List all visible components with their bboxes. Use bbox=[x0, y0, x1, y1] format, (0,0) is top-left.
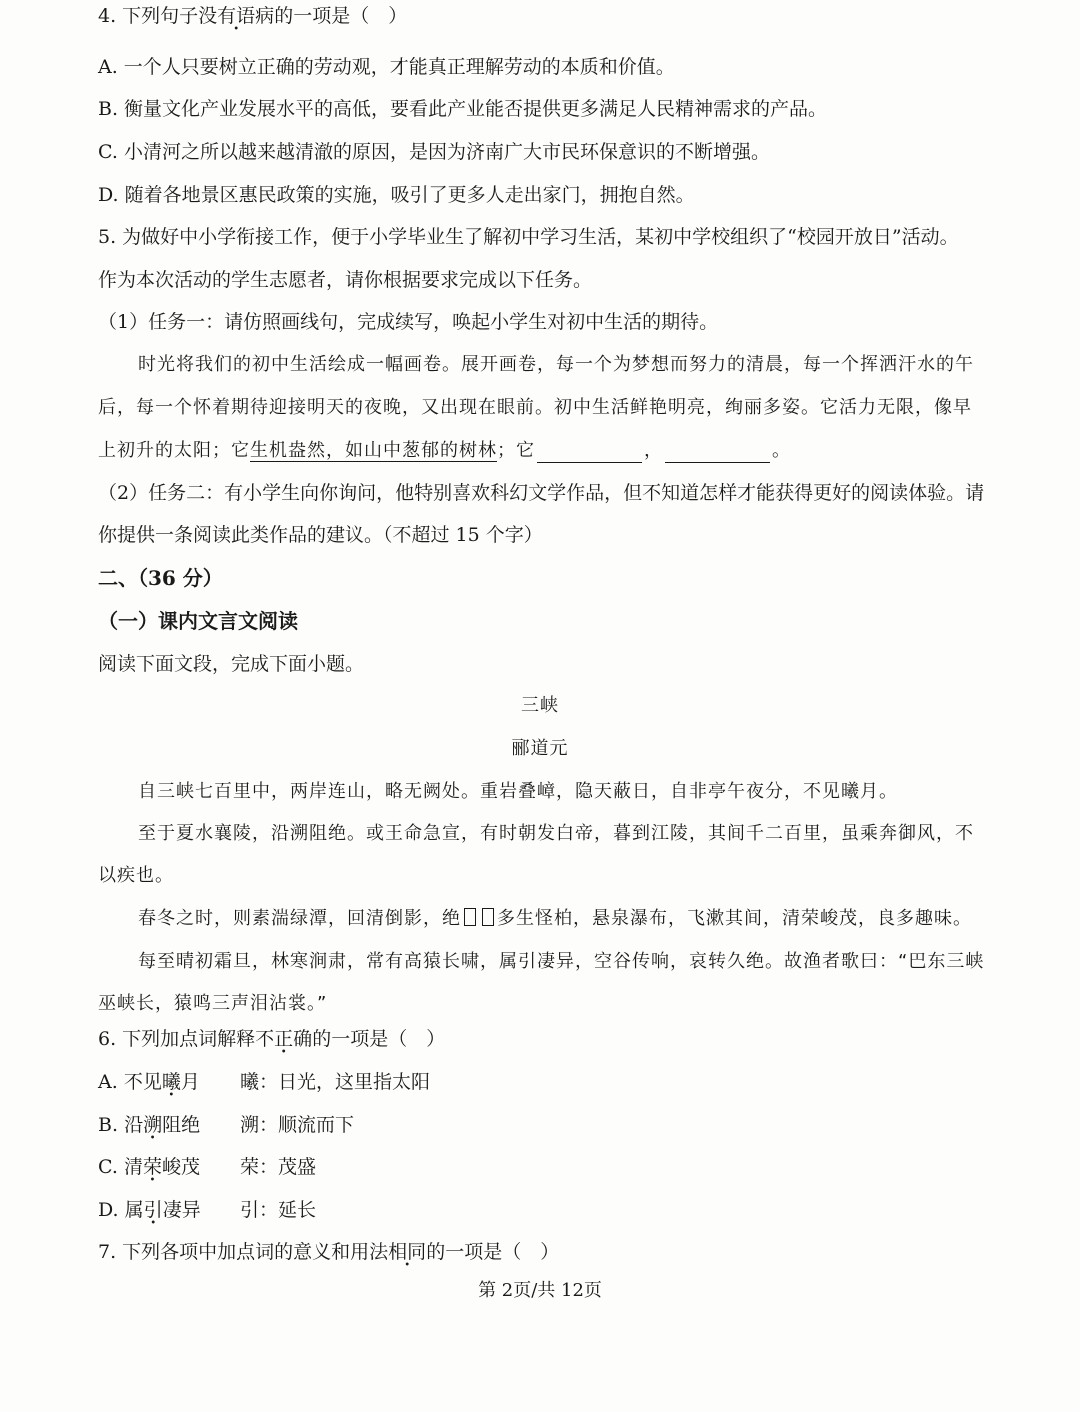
q4-option-a: A. 一个人只要树立正确的劳动观，才能真正理解劳动的本质和价值。 bbox=[98, 56, 675, 78]
q5-stem-line2: 作为本次活动的学生志愿者，请你根据要求完成以下任务。 bbox=[98, 269, 593, 291]
q6-gloss-d: 引：延长 bbox=[240, 1199, 317, 1221]
passage-para4-line1: 每至晴初霜旦，林寒涧肃，常有高猿长啸，属引凄异，空谷传响，哀转久绝。故渔者歌曰：“巴东三峡 bbox=[138, 951, 985, 972]
q6-gloss-c: 荣：茂盛 bbox=[240, 1156, 317, 1178]
q6-stem: 6. 下列加点词解释不正确的一项是（ ） bbox=[98, 1028, 446, 1050]
q6-gloss-b: 溯：顺流而下 bbox=[240, 1114, 355, 1136]
q5-task2-line1: （2）任务二：有小学生向你询问，他特别喜欢科幻文学作品，但不知道怎样才能获得更好的阅读体验。请 bbox=[98, 482, 985, 504]
answer-blank-1[interactable] bbox=[537, 444, 642, 463]
q4-dotted-text: 没有语病 bbox=[198, 5, 275, 27]
passage-title: 三峡 bbox=[521, 695, 559, 716]
q5-passage-line3: 上初升的太阳；它生机盎然，如山中葱郁的树林；它 ， 。 bbox=[98, 440, 791, 461]
underlined-sentence: 生机盎然，如山中葱郁的树林 bbox=[250, 440, 497, 461]
reading-instruction: 阅读下面文段，完成下面小题。 bbox=[98, 653, 365, 675]
q4-option-c: C. 小清河之所以越来越清澈的原因，是因为济南广大市民环保意识的不断增强。 bbox=[98, 141, 770, 163]
q4-option-d: D. 随着各地景区惠民政策的实施，吸引了更多人走出家门，拥抱自然。 bbox=[98, 184, 695, 206]
q5-task1: （1）任务一：请仿照画线句，完成续写，唤起小学生对初中生活的期待。 bbox=[98, 311, 719, 333]
section-heading: 二、（36 分） bbox=[98, 566, 223, 590]
q4-option-b: B. 衡量文化产业发展水平的高低，要看此产业能否提供更多满足人民精神需求的产品。 bbox=[98, 98, 828, 120]
q5-passage-line1: 时光将我们的初中生活绘成一幅画卷。展开画卷，每一个为梦想而努力的清晨，每一个挥洒汗水的午 bbox=[138, 354, 974, 375]
q5-task2-line2: 你提供一条阅读此类作品的建议。（不超过 15 个字） bbox=[98, 524, 543, 546]
q7-stem: 7. 下列各项中加点词的意义和用法相同的一项是（ ） bbox=[98, 1241, 560, 1263]
answer-blank-2[interactable] bbox=[665, 444, 770, 463]
passage-para2-line1: 至于夏水襄陵，沿溯阻绝。或王命急宣，有时朝发白帝，暮到江陵，其间千二百里，虽乘奔御风，不 bbox=[138, 823, 974, 844]
passage-para4-line2: 巫峡长，猿鸣三声泪沾裳。” bbox=[98, 993, 328, 1014]
q6-option-a: A. 不见曦月 bbox=[98, 1071, 200, 1093]
missing-glyph-box bbox=[482, 908, 494, 926]
missing-glyph-box bbox=[464, 908, 476, 926]
q6-dotted-text: 不正确 bbox=[255, 1028, 313, 1050]
passage-author: 郦道元 bbox=[511, 738, 569, 759]
q5-stem-line1: 5. 为做好中小学衔接工作，便于小学毕业生了解初中学习生活，某初中学校组织了“校园开放日”活动。 bbox=[98, 226, 959, 248]
q4-stem: 4. 下列句子没有语病的一项是（ ） bbox=[98, 5, 408, 27]
passage-para1: 自三峡七百里中，两岸连山，略无阙处。重岩叠嶂，隐天蔽日，自非亭午夜分，不见曦月。 bbox=[138, 781, 898, 802]
passage-para3: 春冬之时，则素湍绿潭，回清倒影，绝 多生怪柏，悬泉瀑布，飞漱其间，清荣峻茂，良多趣味。 bbox=[138, 908, 972, 929]
q7-dotted-text: 相同 bbox=[388, 1241, 427, 1263]
q6-option-c: C. 清荣峻茂 bbox=[98, 1156, 200, 1178]
passage-para2-line2: 以疾也。 bbox=[98, 865, 174, 886]
q5-passage-line2: 后，每一个怀着期待迎接明天的夜晚，又出现在眼前。初中生活鲜艳明亮，绚丽多姿。它活力无限，像早 bbox=[98, 397, 972, 418]
section-subheading: （一）课内文言文阅读 bbox=[98, 609, 298, 633]
q6-option-b: B. 沿溯阻绝 bbox=[98, 1114, 201, 1136]
page-number-footer: 第 2页/共 12页 bbox=[478, 1280, 602, 1301]
q6-gloss-a: 曦：日光，这里指太阳 bbox=[240, 1071, 431, 1093]
q6-option-d: D. 属引凄异 bbox=[98, 1199, 201, 1221]
